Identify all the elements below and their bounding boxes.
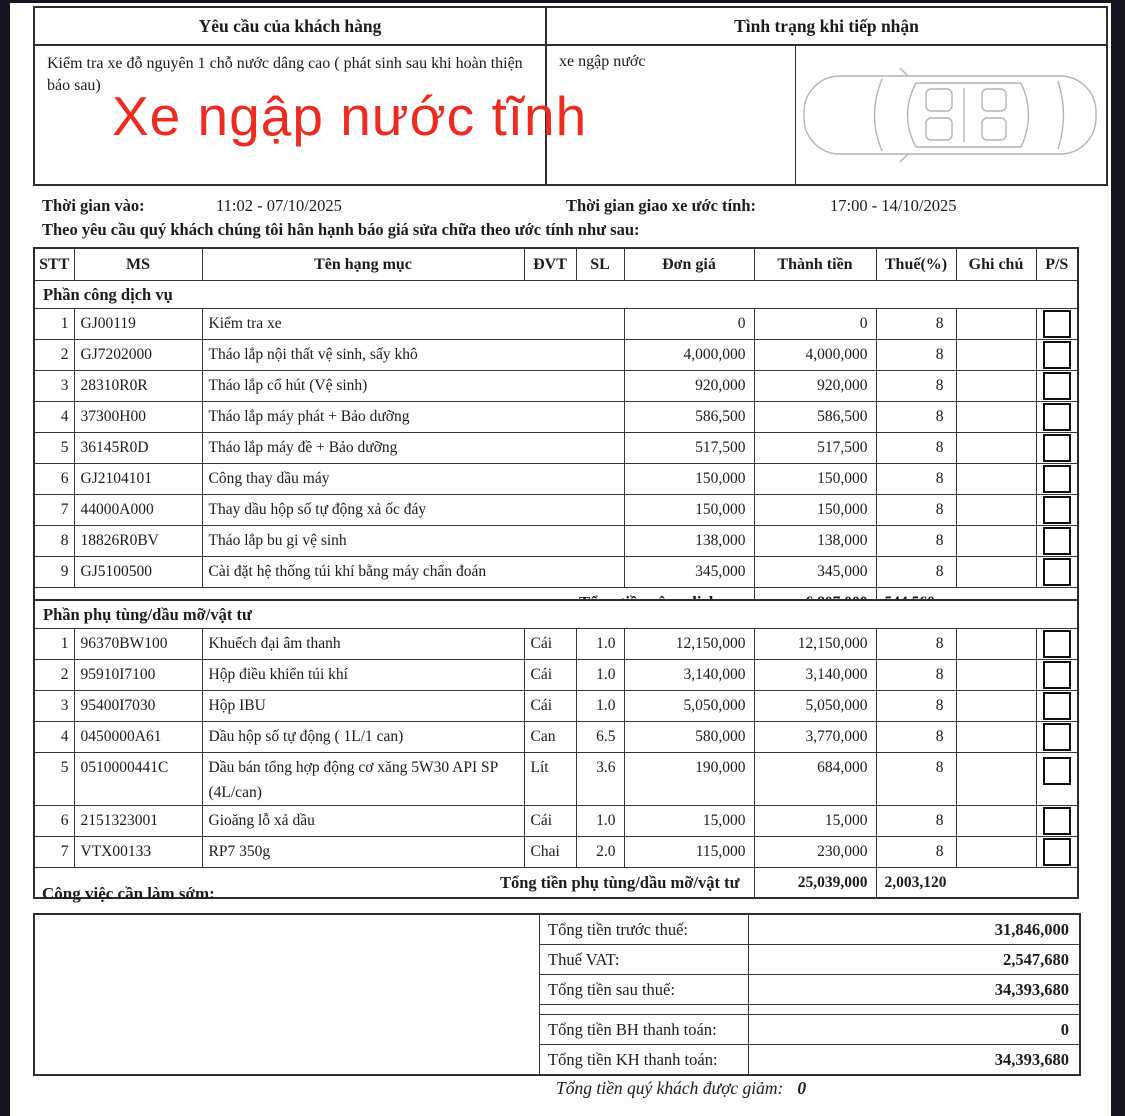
photo-edge-right [1111,0,1125,1116]
cell-item-name: Tháo lắp cổ hút (Vệ sinh) [202,371,624,402]
cell-ps [1036,402,1078,433]
cell-ps [1036,340,1078,371]
cell-amount: 345,000 [754,557,876,588]
cell-item-name: Tháo lắp máy phát + Bảo dưỡng [202,402,624,433]
ps-checkbox[interactable] [1043,692,1071,720]
cell-unit-price: 920,000 [624,371,754,402]
cell-item-name: Cài đặt hệ thống túi khí bằng máy chẩn đoán [202,557,624,588]
table-row [34,371,1078,402]
cell-unit-price: 115,000 [624,837,754,868]
cell-unit-price: 0 [624,309,754,340]
cell-ms: 2151323001 [74,806,202,837]
cell-item-name: Thay dầu hộp số tự động xả ốc đáy [202,495,624,526]
cell-ps [1036,837,1078,868]
cell-ps [1036,722,1078,753]
cell-stt: 4 [34,722,74,753]
cell-tax: 8 [876,309,956,340]
cell-dvt: Can [524,722,576,753]
cell-amount: 12,150,000 [754,629,876,660]
cell-note [956,629,1036,660]
cell-note [956,837,1036,868]
ps-checkbox[interactable] [1043,838,1071,866]
cell-ps [1036,433,1078,464]
cell-item-name: Dầu bán tổng hợp động cơ xăng 5W30 API SP (4L/can) [202,753,524,806]
cell-tax: 8 [876,722,956,753]
cell-item-name: Dầu hộp số tự động ( 1L/1 can) [202,722,524,753]
table-row [34,557,1078,588]
cell-tax: 8 [876,837,956,868]
summary-row-spacer [540,1005,1079,1014]
time-in-label: Thời gian vào: [42,196,145,215]
table-row [34,660,1078,691]
cell-item-name: RP7 350g [202,837,524,868]
reception-condition-section [547,8,1106,184]
cell-amount: 586,500 [754,402,876,433]
cell-ps [1036,371,1078,402]
cell-note [956,557,1036,588]
table-row [34,753,1078,806]
cell-stt: 9 [34,557,74,588]
table-row [34,837,1078,868]
ps-checkbox[interactable] [1043,527,1071,555]
cell-amount: 3,140,000 [754,660,876,691]
col-header-unit-price: Đơn giá [624,248,754,281]
reception-condition-header: Tình trạng khi tiếp nhận [547,8,1106,46]
table-row [34,691,1078,722]
cell-ms: 0450000A61 [74,722,202,753]
cell-tax: 8 [876,495,956,526]
parts-total-tax: 2,003,120 [876,868,1078,899]
ps-checkbox[interactable] [1043,630,1071,658]
cell-unit-price: 580,000 [624,722,754,753]
cell-note [956,806,1036,837]
cell-ms: 44000A000 [74,495,202,526]
cell-stt: 1 [34,629,74,660]
cell-item-name: Hộp IBU [202,691,524,722]
time-out-value: 17:00 - 14/10/2025 [830,196,957,215]
condition-note: xe ngập nước [547,46,796,184]
summary-table [33,913,1081,1076]
table-row [34,340,1078,371]
table-row [34,629,1078,660]
cell-stt: 5 [34,753,74,806]
cell-dvt: Cái [524,691,576,722]
service-table [33,247,1079,619]
cell-unit-price: 3,140,000 [624,660,754,691]
cell-stt: 5 [34,433,74,464]
ps-checkbox[interactable] [1043,310,1071,338]
cell-amount: 5,050,000 [754,691,876,722]
cell-dvt: Chai [524,837,576,868]
cell-item-name: Kiểm tra xe [202,309,624,340]
ps-checkbox[interactable] [1043,372,1071,400]
cell-note [956,402,1036,433]
col-header-ps: P/S [1036,248,1078,281]
summary-value: 2,547,680 [1003,949,1069,969]
cell-note [956,309,1036,340]
cell-tax: 8 [876,526,956,557]
cell-ms: 95910I7100 [74,660,202,691]
cell-ms: GJ2104101 [74,464,202,495]
cell-sl: 3.6 [576,753,624,806]
time-out-label: Thời gian giao xe ước tính: [566,196,756,215]
parts-total-label: Tổng tiền phụ tùng/dầu mỡ/vật tư [34,868,754,899]
table-row [34,526,1078,557]
cell-note [956,371,1036,402]
summary-label: Tổng tiền sau thuế: [540,975,749,1004]
cell-unit-price: 12,150,000 [624,629,754,660]
parts-section-title: Phần phụ tùng/dầu mỡ/vật tư [34,600,1078,629]
cell-note [956,722,1036,753]
cell-note [956,433,1036,464]
cell-ps [1036,495,1078,526]
cell-dvt: Cái [524,629,576,660]
ps-checkbox[interactable] [1043,661,1071,689]
discount-label: Tổng tiền quý khách được giảm: [556,1078,784,1098]
cell-tax: 8 [876,340,956,371]
col-header-stt: STT [34,248,74,281]
ps-checkbox[interactable] [1043,434,1071,462]
table-row [34,433,1078,464]
intro-line: Theo yêu cầu quý khách chúng tôi hân hạnh báo giá sửa chữa theo ước tính như sau: [42,220,640,239]
cell-ps [1036,660,1078,691]
cell-sl: 2.0 [576,837,624,868]
summary-label: Tổng tiền BH thanh toán: [540,1015,749,1044]
cell-tax: 8 [876,806,956,837]
cell-amount: 138,000 [754,526,876,557]
cell-amount: 920,000 [754,371,876,402]
summary-label: Thuế VAT: [540,945,749,974]
col-header-name: Tên hạng mục [202,248,524,281]
cell-stt: 6 [34,464,74,495]
cell-sl: 1.0 [576,629,624,660]
cell-unit-price: 586,500 [624,402,754,433]
parts-section-row [34,600,1078,629]
summary-row [540,1045,1079,1074]
discount-value: 0 [797,1078,807,1098]
cell-tax: 8 [876,557,956,588]
cell-unit-price: 138,000 [624,526,754,557]
cell-stt: 7 [34,837,74,868]
cell-tax: 8 [876,629,956,660]
cell-note [956,660,1036,691]
cell-note [956,340,1036,371]
summary-value: 0 [1060,1019,1069,1039]
cell-item-name: Công thay dầu máy [202,464,624,495]
summary-value: 34,393,680 [994,979,1069,999]
col-header-sl: SL [576,248,624,281]
cell-sl: 6.5 [576,722,624,753]
table-row [34,495,1078,526]
table-header-row [34,248,1078,281]
cell-amount: 15,000 [754,806,876,837]
summary-row [540,975,1079,1005]
cell-unit-price: 345,000 [624,557,754,588]
cell-tax: 8 [876,371,956,402]
cell-ps [1036,691,1078,722]
cell-sl: 1.0 [576,806,624,837]
totals-grid [540,915,1079,1074]
table-row [34,722,1078,753]
cell-note [956,753,1036,806]
ps-checkbox[interactable] [1043,403,1071,431]
cell-tax: 8 [876,433,956,464]
cell-note [956,495,1036,526]
ps-checkbox[interactable] [1043,757,1071,785]
cell-unit-price: 517,500 [624,433,754,464]
ps-checkbox[interactable] [1043,558,1071,586]
reception-condition-body [547,46,1106,184]
summary-value: 34,393,680 [994,1049,1069,1069]
cell-note [956,464,1036,495]
cell-stt: 4 [34,402,74,433]
cell-ps [1036,629,1078,660]
cell-ms: 96370BW100 [74,629,202,660]
cell-dvt: Cái [524,660,576,691]
cell-tax: 8 [876,402,956,433]
col-header-ms: MS [74,248,202,281]
cell-stt: 7 [34,495,74,526]
cell-ms: 37300H00 [74,402,202,433]
customer-request-text: Kiểm tra xe đỗ nguyên 1 chỗ nước dâng cao ( phát sinh sau khi hoàn thiện báo sau) [47,55,523,95]
cell-tax: 8 [876,753,956,806]
table-row [34,309,1078,340]
cell-ms: 28310R0R [74,371,202,402]
summary-row [540,1014,1079,1045]
summary-row [540,945,1079,975]
cell-sl: 1.0 [576,691,624,722]
cell-ps [1036,309,1078,340]
photo-edge-left [0,0,10,1116]
ps-checkbox[interactable] [1043,723,1071,751]
summary-value: 31,846,000 [994,919,1069,939]
customer-request-header: Yêu cầu của khách hàng [35,8,545,46]
cell-amount: 0 [754,309,876,340]
cell-amount: 517,500 [754,433,876,464]
ps-checkbox[interactable] [1043,496,1071,524]
cell-tax: 8 [876,464,956,495]
car-diagram-cell [796,46,1106,184]
cell-ms: GJ00119 [74,309,202,340]
cell-stt: 3 [34,371,74,402]
cell-stt: 2 [34,660,74,691]
cell-dvt: Lít [524,753,576,806]
summary-row [540,915,1079,945]
cell-stt: 8 [34,526,74,557]
cell-ms: 0510000441C [74,753,202,806]
ps-checkbox[interactable] [1043,807,1071,835]
col-header-amount: Thành tiền [754,248,876,281]
table-row [34,402,1078,433]
cell-item-name: Tháo lắp nội thất vệ sinh, sấy khô [202,340,624,371]
discount-line [556,1078,806,1099]
service-section-row [34,281,1078,309]
cell-note [956,526,1036,557]
cell-ms: 95400I7030 [74,691,202,722]
cell-sl: 1.0 [576,660,624,691]
cell-ps [1036,753,1078,806]
cell-ps [1036,526,1078,557]
todo-soon-heading: Công việc cần làm sớm: [42,884,215,903]
cell-item-name: Hộp điều khiển túi khí [202,660,524,691]
cell-stt: 6 [34,806,74,837]
cell-ps [1036,464,1078,495]
cell-item-name: Gioăng lỗ xả dầu [202,806,524,837]
cell-unit-price: 190,000 [624,753,754,806]
col-header-note: Ghi chú [956,248,1036,281]
cell-amount: 150,000 [754,464,876,495]
ps-checkbox[interactable] [1043,465,1071,493]
cell-item-name: Tháo lắp bu gi vệ sinh [202,526,624,557]
table-row [34,464,1078,495]
cell-unit-price: 4,000,000 [624,340,754,371]
cell-amount: 150,000 [754,495,876,526]
table-row [34,806,1078,837]
cell-ps [1036,557,1078,588]
cell-amount: 230,000 [754,837,876,868]
cell-stt: 1 [34,309,74,340]
cell-unit-price: 150,000 [624,495,754,526]
summary-label: Tổng tiền KH thanh toán: [540,1045,749,1074]
cell-amount: 684,000 [754,753,876,806]
car-top-view-drawing [796,56,1106,174]
cell-note [956,691,1036,722]
cell-ms: 36145R0D [74,433,202,464]
cell-tax: 8 [876,660,956,691]
cell-item-name: Tháo lắp máy đề + Bảo dưỡng [202,433,624,464]
cell-stt: 3 [34,691,74,722]
time-in-value: 11:02 - 07/10/2025 [216,196,342,215]
cell-unit-price: 15,000 [624,806,754,837]
cell-tax: 8 [876,691,956,722]
cell-ms: 18826R0BV [74,526,202,557]
cell-ms: GJ7202000 [74,340,202,371]
service-section-title: Phần công dịch vụ [34,281,1078,309]
parts-table [33,599,1079,899]
todo-empty-box [35,915,540,1074]
parts-total-amount: 25,039,000 [754,868,876,899]
cell-ms: VTX00133 [74,837,202,868]
col-header-dvt: ĐVT [524,248,576,281]
col-header-tax: Thuế(%) [876,248,956,281]
flood-annotation-text: Xe ngập nước tĩnh [112,85,588,147]
summary-label: Tổng tiền trước thuế: [540,915,749,944]
cell-stt: 2 [34,340,74,371]
ps-checkbox[interactable] [1043,341,1071,369]
cell-dvt: Cái [524,806,576,837]
cell-amount: 4,000,000 [754,340,876,371]
photo-edge-top [0,0,1125,3]
cell-ms: GJ5100500 [74,557,202,588]
cell-unit-price: 5,050,000 [624,691,754,722]
cell-item-name: Khuếch đại âm thanh [202,629,524,660]
cell-unit-price: 150,000 [624,464,754,495]
cell-amount: 3,770,000 [754,722,876,753]
cell-ps [1036,806,1078,837]
